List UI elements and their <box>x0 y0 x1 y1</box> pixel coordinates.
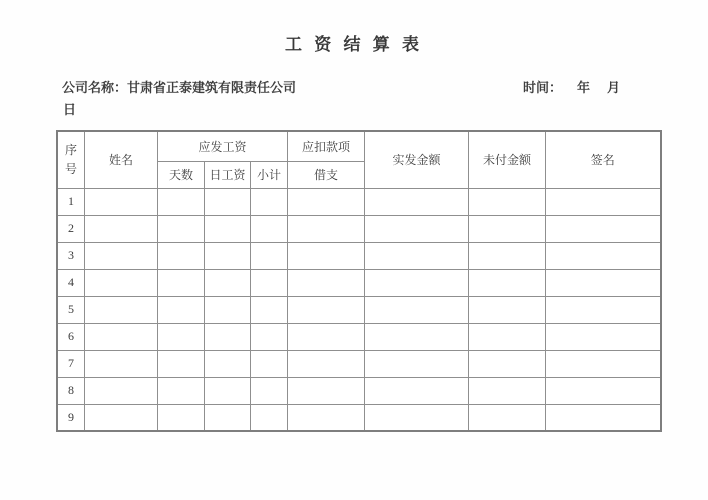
cell-signature <box>546 242 661 269</box>
cell-days <box>158 404 205 431</box>
col-header-payable-group: 应发工资 <box>158 131 288 161</box>
cell-daily-wage <box>205 242 251 269</box>
cell-unpaid-amount <box>469 404 546 431</box>
cell-daily-wage <box>205 350 251 377</box>
cell-subtotal <box>251 296 288 323</box>
col-header-borrow: 借支 <box>288 161 365 188</box>
row-serial: 9 <box>57 404 85 431</box>
cell-subtotal <box>251 377 288 404</box>
cell-actual-amount <box>365 404 469 431</box>
col-header-daily-wage: 日工资 <box>205 161 251 188</box>
cell-name <box>85 215 158 242</box>
cell-subtotal <box>251 215 288 242</box>
cell-actual-amount <box>365 323 469 350</box>
cell-days <box>158 377 205 404</box>
cell-borrow <box>288 323 365 350</box>
cell-daily-wage <box>205 377 251 404</box>
cell-days <box>158 269 205 296</box>
cell-actual-amount <box>365 242 469 269</box>
table-header <box>57 131 661 188</box>
col-header-actual-amount: 实发金额 <box>365 131 469 188</box>
cell-borrow <box>288 404 365 431</box>
table-row <box>57 323 661 350</box>
cell-subtotal <box>251 323 288 350</box>
table-row <box>57 296 661 323</box>
row-serial: 1 <box>57 188 85 215</box>
cell-subtotal <box>251 188 288 215</box>
month-label: 月 <box>607 80 621 95</box>
cell-signature <box>546 188 661 215</box>
cell-actual-amount <box>365 215 469 242</box>
row-serial: 3 <box>57 242 85 269</box>
table-row <box>57 377 661 404</box>
cell-borrow <box>288 188 365 215</box>
wage-table <box>56 130 662 432</box>
cell-unpaid-amount <box>469 242 546 269</box>
cell-actual-amount <box>365 296 469 323</box>
time-line <box>523 77 620 96</box>
table-row <box>57 215 661 242</box>
cell-signature <box>546 377 661 404</box>
cell-signature <box>546 269 661 296</box>
cell-name <box>85 404 158 431</box>
cell-signature <box>546 215 661 242</box>
day-label: 日 <box>63 102 77 117</box>
cell-daily-wage <box>205 188 251 215</box>
company-name: 甘肃省正泰建筑有限责任公司 <box>127 80 297 95</box>
cell-name <box>85 269 158 296</box>
row-serial: 6 <box>57 323 85 350</box>
year-label: 年 <box>577 80 591 95</box>
time-label: 时间： <box>523 80 563 95</box>
cell-signature <box>546 350 661 377</box>
col-header-signature: 签名 <box>546 131 661 188</box>
cell-days <box>158 215 205 242</box>
row-serial: 5 <box>57 296 85 323</box>
cell-name <box>85 296 158 323</box>
cell-days <box>158 323 205 350</box>
cell-subtotal <box>251 242 288 269</box>
cell-name <box>85 323 158 350</box>
col-header-serial: 序号 <box>57 131 85 188</box>
cell-name <box>85 350 158 377</box>
cell-subtotal <box>251 404 288 431</box>
cell-borrow <box>288 215 365 242</box>
col-header-deduction-group: 应扣款项 <box>288 131 365 161</box>
cell-borrow <box>288 377 365 404</box>
cell-days <box>158 242 205 269</box>
cell-days <box>158 296 205 323</box>
cell-name <box>85 377 158 404</box>
cell-name <box>85 188 158 215</box>
col-header-days: 天数 <box>158 161 205 188</box>
cell-subtotal <box>251 350 288 377</box>
cell-borrow <box>288 242 365 269</box>
cell-daily-wage <box>205 215 251 242</box>
cell-unpaid-amount <box>469 350 546 377</box>
col-header-unpaid-amount: 未付金额 <box>469 131 546 188</box>
table-row <box>57 350 661 377</box>
table-row <box>57 242 661 269</box>
cell-actual-amount <box>365 188 469 215</box>
row-serial: 4 <box>57 269 85 296</box>
cell-unpaid-amount <box>469 377 546 404</box>
cell-signature <box>546 323 661 350</box>
cell-days <box>158 188 205 215</box>
cell-actual-amount <box>365 269 469 296</box>
cell-actual-amount <box>365 377 469 404</box>
cell-unpaid-amount <box>469 323 546 350</box>
cell-daily-wage <box>205 404 251 431</box>
row-serial: 8 <box>57 377 85 404</box>
cell-unpaid-amount <box>469 215 546 242</box>
company-line <box>62 77 296 96</box>
table-row <box>57 404 661 431</box>
cell-daily-wage <box>205 323 251 350</box>
cell-actual-amount <box>365 350 469 377</box>
cell-signature <box>546 296 661 323</box>
cell-borrow <box>288 269 365 296</box>
table-row <box>57 269 661 296</box>
row-serial: 7 <box>57 350 85 377</box>
cell-unpaid-amount <box>469 296 546 323</box>
table-body <box>57 188 661 431</box>
col-header-name: 姓名 <box>85 131 158 188</box>
cell-daily-wage <box>205 296 251 323</box>
cell-unpaid-amount <box>469 269 546 296</box>
cell-unpaid-amount <box>469 188 546 215</box>
document-title: 工 资 结 算 表 <box>285 35 423 54</box>
cell-name <box>85 242 158 269</box>
row-serial: 2 <box>57 215 85 242</box>
cell-subtotal <box>251 269 288 296</box>
company-label: 公司名称： <box>62 80 128 95</box>
table-row <box>57 188 661 215</box>
cell-daily-wage <box>205 269 251 296</box>
cell-days <box>158 350 205 377</box>
cell-signature <box>546 404 661 431</box>
cell-borrow <box>288 296 365 323</box>
cell-borrow <box>288 350 365 377</box>
col-header-subtotal: 小计 <box>251 161 288 188</box>
